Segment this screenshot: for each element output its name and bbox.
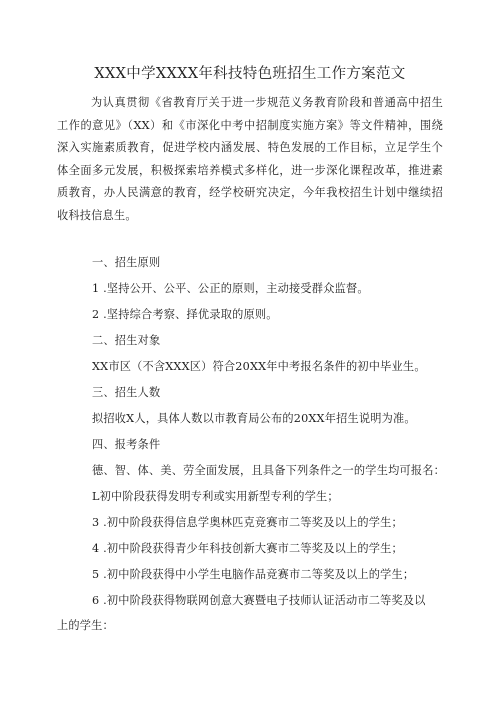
section-heading-conditions: 四、报考条件	[92, 438, 161, 451]
section-heading-number: 三、招生人数	[92, 386, 161, 399]
intro-paragraph: 为认真贯彻《省教育厅关于进一步规范义务教育阶段和普通高中招生工作的意见》（XX）和《市深化中考中招制度实施方案》等文件精神，围绕深入实施素质教育，促进学校内涵发展、特色发展的工作目标，立足学生个体全面多元发展，积极探索培养模式多样化，进一步深化课程改革，推进素质教育，办人民满意的教育，经学校研究决定，今年我校招生计划中继续招收科技信息生。	[57, 96, 443, 222]
condition-intro: 德、智、体、美、劳全面发展，且具备下列条件之一的学生均可报名：	[92, 464, 446, 477]
condition-item-3: 3 .初中阶段获得信息学奥林匹克竞赛市二等奖及以上的学生；	[92, 516, 403, 529]
target-text: XX市区（不含XXX区）符合20XX年中考报名条件的初中毕业生。	[92, 360, 426, 373]
section-heading-target: 二、招生对象	[92, 334, 161, 347]
condition-item-6-continued: 上的学生：	[57, 619, 114, 632]
section-heading-principles: 一、招生原则	[92, 256, 161, 269]
condition-item-l: L初中阶段获得发明专利或实用新型专利的学生；	[92, 490, 339, 503]
document-title: XXX中学XXXX年科技特色班招生工作方案范文	[94, 66, 406, 82]
number-text: 拟招收X人，具体人数以市教育局公布的20XX年招生说明为准。	[92, 412, 416, 425]
principle-item-2: 2 .坚持综合考察、择优录取的原则。	[92, 308, 278, 321]
condition-item-5: 5 .初中阶段获得中小学生电脑作品竞赛市二等奖及以上的学生；	[92, 568, 415, 581]
principle-item-1: 1 .坚持公开、公平、公正的原则，主动接受群众监督。	[92, 282, 369, 295]
condition-item-4: 4 .初中阶段获得青少年科技创新大赛市二等奖及以上的学生；	[92, 542, 403, 555]
condition-item-6: 6 .初中阶段获得物联网创意大赛暨电子技师认证活动市二等奖及以	[92, 594, 426, 607]
